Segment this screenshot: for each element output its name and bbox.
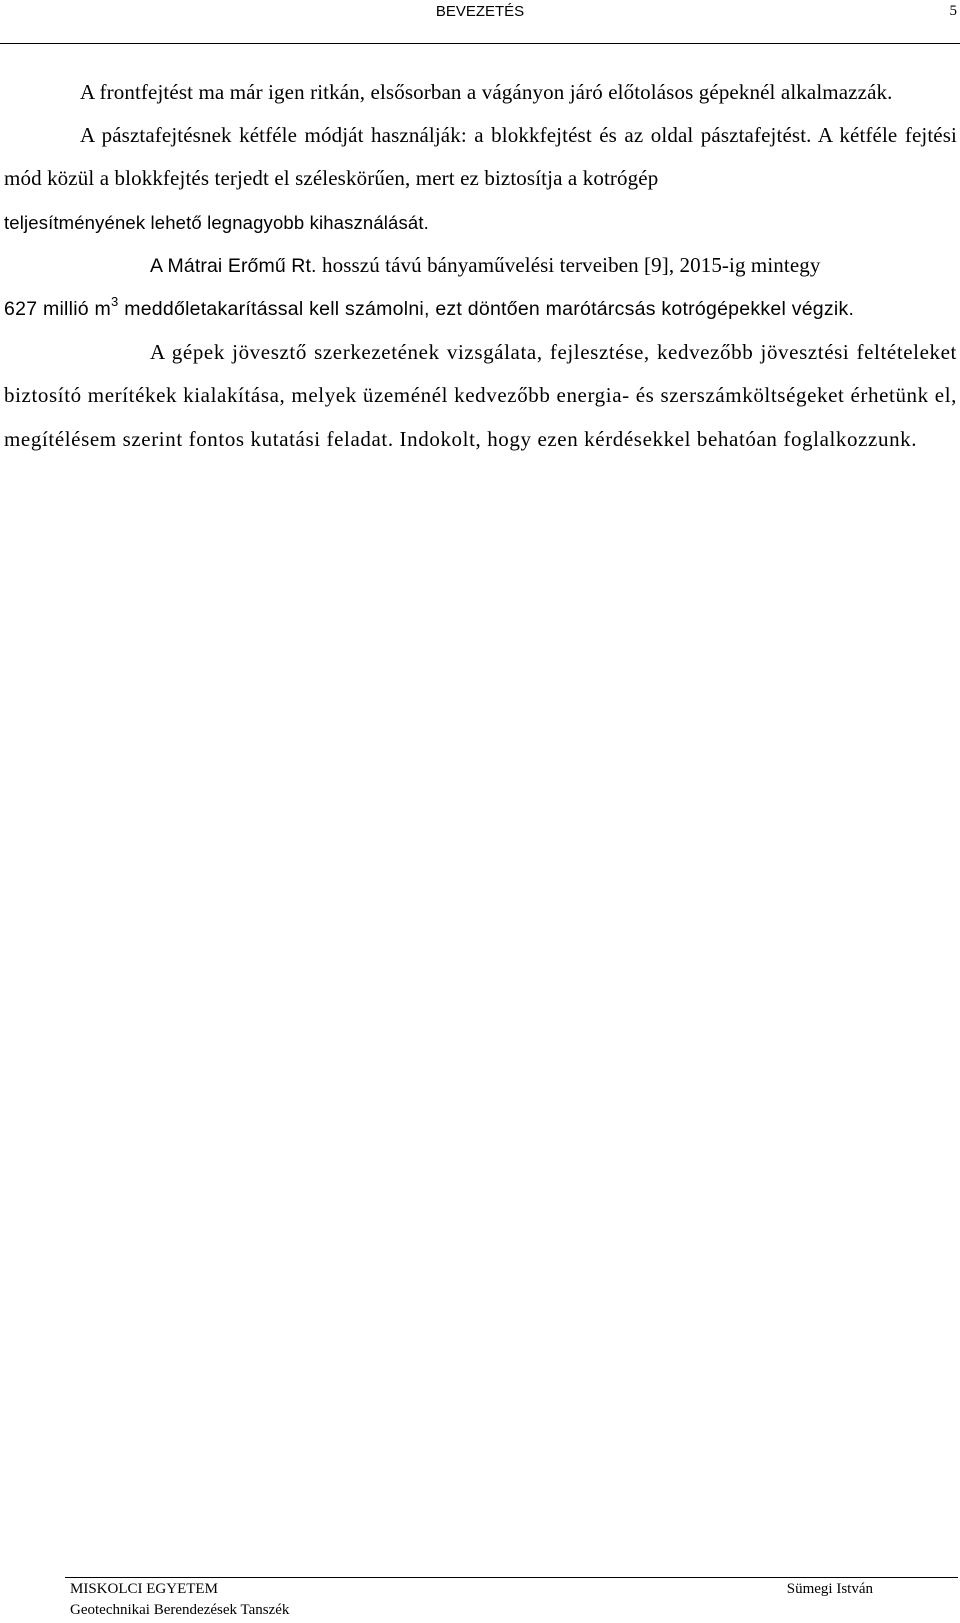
footer-department: Geotechnikai Berendezések Tanszék bbox=[70, 1602, 290, 1618]
footer-institution: MISKOLCI EGYETEM bbox=[70, 1581, 218, 1597]
header-title: BEVEZETÉS bbox=[435, 3, 525, 20]
paragraph-gepek: A gépek jövesztő szerkezetének vizsgálata, fejlesztése, kedvezőbb jövesztési feltételeket biztosító merítékek kialakítása, melyek üzeménél kedvezőbb energia- és szerszámköltségeket érhetünk el, megítélésem szerint fontos kutatási feladat. Indokolt, hogy ezen kérdésekkel behatóan foglalkozzunk. bbox=[4, 340, 957, 451]
volume-value: 627 millió m bbox=[4, 298, 112, 321]
paragraph-pasztafejtes-text: A pásztafejtésnek kétféle módját használják: a blokkfejtést és az oldal pásztafejtést. A kétféle fejtési mód közül a blokkfejtés terjedt el széleskörűen, mert ez biztosítja a kotrógép bbox=[4, 123, 957, 191]
paragraph-matrai-text: hosszú távú bányaművelési terveiben [9], 2015-ig mintegy bbox=[322, 252, 821, 277]
company-name: A Mátrai Erőmű Rt. bbox=[150, 254, 317, 277]
paragraph-matrai bbox=[4, 244, 957, 288]
paragraph-meddo-text: meddőletakarítással kell számolni, ezt döntően marótárcsás kotrógépekkel végzik. bbox=[124, 298, 855, 321]
paragraph-pasztafejtes-cont: teljesítményének lehető legnagyobb kihasználását. bbox=[4, 211, 429, 233]
page-header bbox=[0, 0, 960, 44]
footer-institution-block bbox=[70, 1579, 289, 1621]
footer-author: Sümegi István bbox=[786, 1581, 873, 1597]
cube-superscript: 3 bbox=[111, 294, 119, 310]
page-number: 5 bbox=[949, 3, 957, 19]
paragraph-pasztafejtes bbox=[4, 114, 957, 200]
paragraph-meddo bbox=[4, 288, 957, 331]
paragraph-frontfejtes: A frontfejtést ma már igen ritkán, elsősorban a vágányon járó előtolásos gépeknél alkalmazzák. bbox=[80, 80, 893, 104]
body-text bbox=[4, 71, 957, 461]
page-footer bbox=[65, 1577, 958, 1623]
